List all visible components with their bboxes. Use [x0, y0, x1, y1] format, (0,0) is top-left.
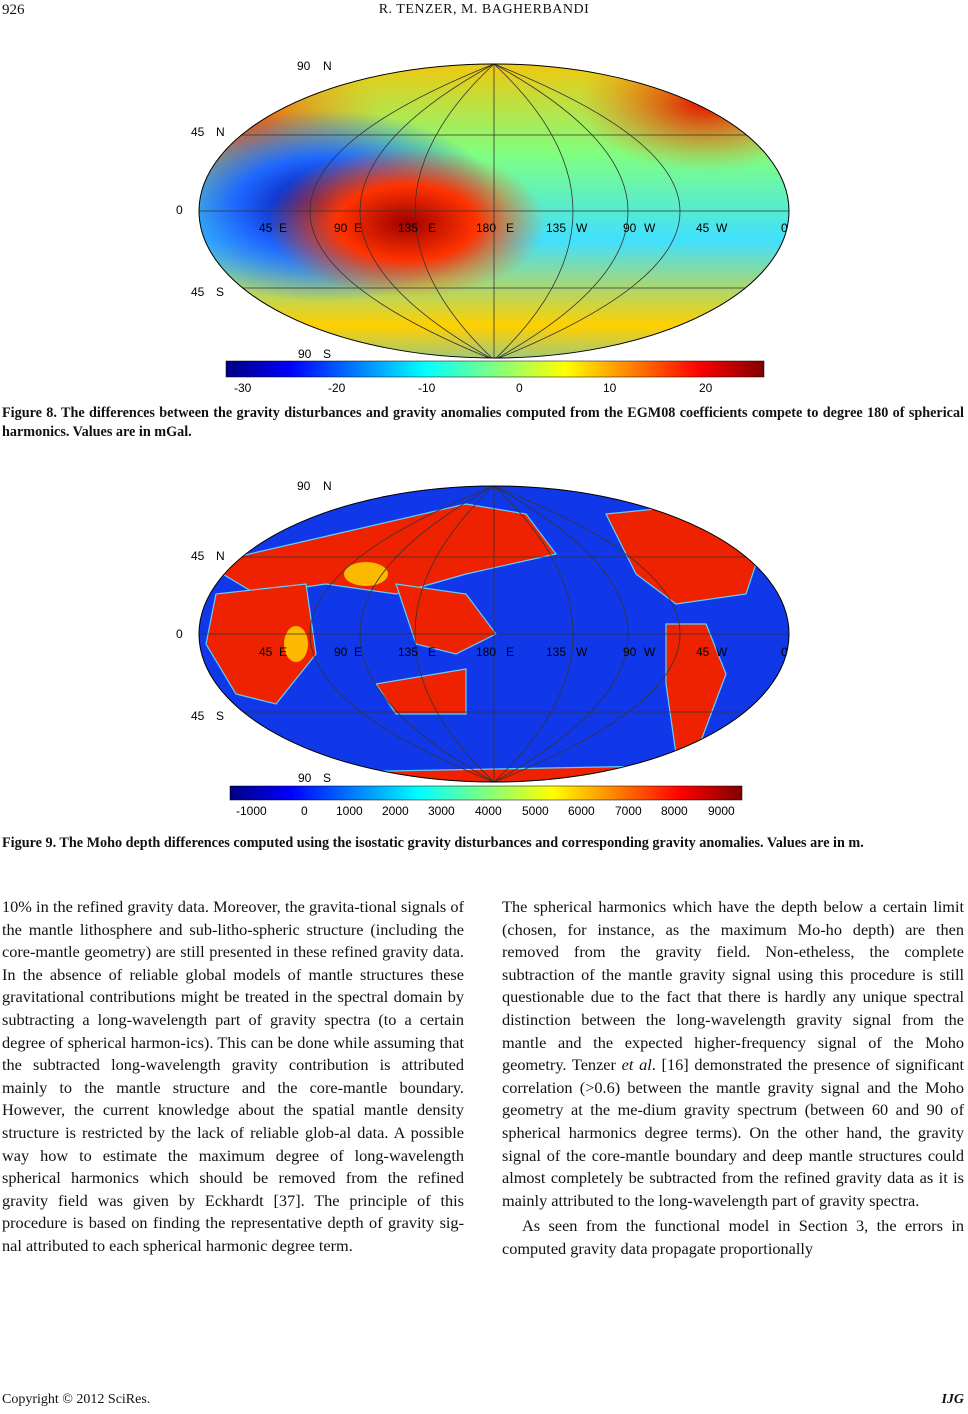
colorbar-ticks [234, 381, 713, 394]
right-column [502, 896, 964, 1261]
svg-text:3000: 3000 [428, 804, 455, 818]
svg-text:0: 0 [781, 645, 788, 659]
svg-text:N: N [216, 125, 225, 139]
svg-text:E: E [279, 221, 288, 235]
svg-text:S: S [216, 709, 225, 723]
figure-9-caption: Figure 9. The Moho depth differences computed using the isostatic gravity disturbances and corresponding gravity anomalies. Values are in m. [2, 835, 864, 851]
svg-text:135: 135 [546, 221, 567, 235]
svg-text:W: W [644, 645, 656, 659]
svg-text:S: S [323, 347, 332, 361]
svg-text:S: S [216, 285, 225, 299]
svg-text:E: E [506, 645, 515, 659]
svg-text:W: W [644, 221, 656, 235]
left-column [2, 896, 464, 1258]
svg-text:135: 135 [398, 645, 419, 659]
figure-8-caption: Figure 8. The differences between the gravity disturbances and gravity anomalies computed from the EGM08 coefficients compete to degree 180 of spherical harmonics. Values are in mGal. [2, 405, 964, 440]
svg-text:90: 90 [623, 221, 637, 235]
svg-text:0: 0 [781, 221, 788, 235]
svg-text:20: 20 [699, 381, 713, 394]
svg-text:45: 45 [191, 549, 205, 563]
svg-text:90: 90 [298, 347, 312, 361]
svg-text:90: 90 [297, 479, 311, 493]
svg-text:E: E [428, 645, 437, 659]
svg-text:4000: 4000 [475, 804, 502, 818]
running-title: R. TENZER, M. BAGHERBANDI [378, 2, 590, 17]
svg-text:90: 90 [334, 221, 348, 235]
svg-text:135: 135 [546, 645, 567, 659]
svg-text:90: 90 [298, 771, 312, 785]
journal-abbrev: IJG [941, 1392, 964, 1407]
svg-text:W: W [716, 645, 728, 659]
svg-text:E: E [428, 221, 437, 235]
svg-text:2000: 2000 [382, 804, 409, 818]
svg-text:90: 90 [334, 645, 348, 659]
svg-text:180: 180 [476, 221, 497, 235]
colorbar [226, 361, 764, 377]
svg-text:E: E [354, 221, 363, 235]
svg-text:7000: 7000 [615, 804, 642, 818]
svg-text:8000: 8000 [661, 804, 688, 818]
svg-text:45: 45 [191, 709, 205, 723]
svg-text:E: E [506, 221, 515, 235]
svg-text:135: 135 [398, 221, 419, 235]
svg-text:N: N [323, 479, 332, 493]
figure-8 [166, 52, 800, 394]
svg-text:W: W [576, 645, 588, 659]
colorbar [230, 786, 742, 800]
svg-text:E: E [279, 645, 288, 659]
page-number: 926 [2, 2, 25, 18]
figure-9 [166, 474, 800, 822]
svg-text:45: 45 [259, 645, 273, 659]
svg-text:0: 0 [516, 381, 523, 394]
svg-text:90: 90 [623, 645, 637, 659]
svg-text:N: N [216, 549, 225, 563]
svg-text:0: 0 [176, 203, 183, 217]
svg-text:W: W [576, 221, 588, 235]
svg-text:S: S [323, 771, 332, 785]
svg-text:0: 0 [176, 627, 183, 641]
svg-text:1000: 1000 [336, 804, 363, 818]
paragraph: 10% in the refined gravity data. Moreover, the gravita-tional signals of the mantle lithosphere and sub-litho-spheric structure (including the core-mantle geometry) are still presented in these refined gravity data. In the absence of reliable global models of mantle structures these gravitational contributions might be treated in the spectral domain by subtracting a long-wavelength part of gravity spectra (to a certain degree of spherical harmon-ics). This can be done while assuming that the subtracted long-wavelength gravity contribution is attributed mainly to the mantle structure and the core-mantle boundary. However, the current knowledge about the spatial mantle density structure is restricted by the lack of reliable glob-al data. A possible way how to estimate the maximum degree of long-wavelength spherical harmonics which should be removed from the refined gravity field was given by Eckhardt [37]. The principle of this procedure is based on finding the representative depth of gravity sig-nal attributed to each spherical harmonic degree term. [2, 897, 464, 1255]
svg-text:N: N [323, 59, 332, 73]
svg-text:5000: 5000 [522, 804, 549, 818]
copyright: Copyright © 2012 SciRes. [2, 1392, 151, 1407]
svg-text:-10: -10 [418, 381, 436, 394]
svg-text:-30: -30 [234, 381, 252, 394]
svg-text:45: 45 [259, 221, 273, 235]
svg-text:10: 10 [603, 381, 617, 394]
svg-text:W: W [716, 221, 728, 235]
paragraph: As seen from the functional model in Section 3, the errors in computed gravity data propagate proportionally [502, 1216, 964, 1258]
colorbar-ticks [236, 804, 735, 818]
svg-text:45: 45 [191, 125, 205, 139]
svg-text:-1000: -1000 [236, 804, 267, 818]
svg-text:45: 45 [696, 221, 710, 235]
svg-text:90: 90 [297, 59, 311, 73]
svg-text:E: E [354, 645, 363, 659]
paragraph: The spherical harmonics which have the depth below a certain limit (chosen, for instance, as the maximum Mo-ho depth) are then removed from the gravity field. Non-etheless, the complete subtraction of the mantle gravity signal using this procedure is still questionable due to the fact that there is hardly any unique spectral distinction between the long-wavelength gravity signal from the mantle and the expected higher-frequency signal of the Moho geometry. Tenzer et al. [16] demonstrated the presence of significant correlation (>0.6) between the mantle gravity signal and the Moho geometry at the me-dium gravity spectrum (between 60 and 90 of spherical harmonics degree terms). On the other hand, the gravity signal of the core-mantle boundary and deep mantle structures could almost completely be subtracted from the refined gravity data as it is mainly attributed to the long-wavelength part of gravity spectra. [502, 897, 965, 1210]
svg-text:45: 45 [696, 645, 710, 659]
svg-text:-20: -20 [328, 381, 346, 394]
svg-text:9000: 9000 [708, 804, 735, 818]
svg-text:180: 180 [476, 645, 497, 659]
svg-text:6000: 6000 [568, 804, 595, 818]
svg-text:0: 0 [301, 804, 308, 818]
svg-text:45: 45 [191, 285, 205, 299]
